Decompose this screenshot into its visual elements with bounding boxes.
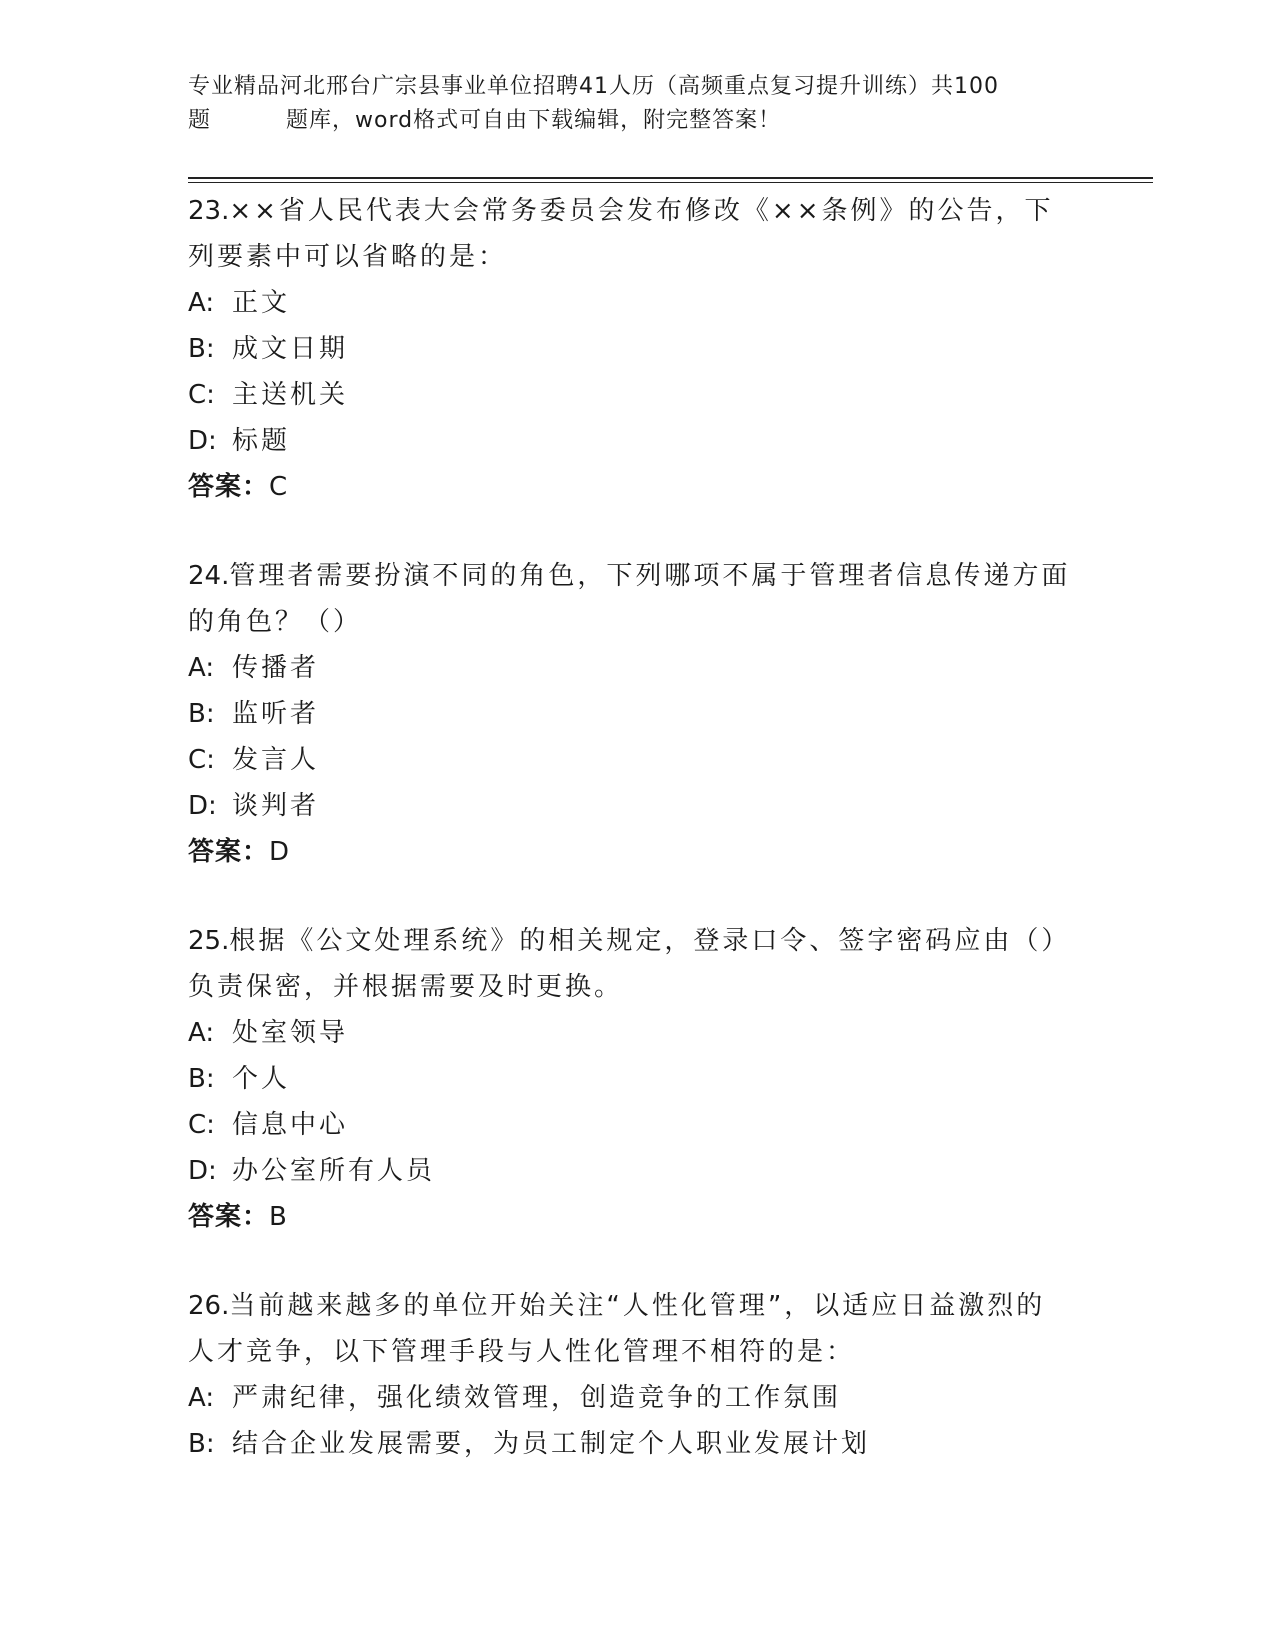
header-divider-thin [188,182,1153,183]
option-c: C: 发言人 [188,745,320,775]
question-24 [188,553,1088,875]
option-a: A: 正文 [188,288,291,318]
option-a: A: 严肃纪律，强化绩效管理，创造竞争的工作氛围 [188,1383,842,1413]
question-23 [188,188,1088,510]
answer-line: 答案：C [188,472,288,502]
answer-line: 答案：D [188,837,290,867]
option-c: C: 主送机关 [188,380,349,410]
question-text: 23.××省人民代表大会常务委员会发布修改《××条例》的公告，下 [188,196,1054,226]
header-line-1: 专业精品河北邢台广宗县事业单位招聘41人历（高频重点复习提升训练）共100 [188,74,999,99]
question-text-continued: 的角色？（） [188,607,363,637]
answer-value: D [269,837,290,867]
question-text-continued: 负责保密，并根据需要及时更换。 [188,972,624,1002]
question-number: 26. [188,1291,230,1321]
question-list [188,188,1088,1467]
question-number: 25. [188,926,230,956]
question-number: 23. [188,196,230,226]
header-line-2-rest: 题库，word格式可自由下载编辑，附完整答案！ [286,108,782,133]
option-a: A: 处室领导 [188,1018,349,1048]
question-26 [188,1283,1088,1467]
question-text-continued: 人才竞争，以下管理手段与人性化管理不相符的是： [188,1337,856,1367]
option-a: A: 传播者 [188,653,320,683]
option-b: B: 个人 [188,1064,291,1094]
question-number: 24. [188,561,230,591]
option-b: B: 成文日期 [188,334,349,364]
header-line-2-prefix: 题 [188,108,212,133]
question-text: 24.管理者需要扮演不同的角色，下列哪项不属于管理者信息传递方面 [188,561,1071,591]
header-line-2 [188,104,1088,138]
answer-value: C [269,472,288,502]
option-d: D: 标题 [188,426,291,456]
question-text: 25.根据《公文处理系统》的相关规定，登录口令、签字密码应由（） [188,926,1071,956]
answer-line: 答案：B [188,1202,287,1232]
answer-value: B [269,1202,287,1232]
option-b: B: 监听者 [188,699,320,729]
option-d: D: 办公室所有人员 [188,1156,436,1186]
question-text: 26.当前越来越多的单位开始关注“人性化管理”，以适应日益激烈的 [188,1291,1046,1321]
question-text-continued: 列要素中可以省略的是： [188,242,508,272]
option-d: D: 谈判者 [188,791,320,821]
option-b: B: 结合企业发展需要，为员工制定个人职业发展计划 [188,1429,871,1459]
document-header [188,70,1088,138]
question-25 [188,918,1088,1240]
option-c: C: 信息中心 [188,1110,349,1140]
header-divider-thick [188,177,1153,179]
